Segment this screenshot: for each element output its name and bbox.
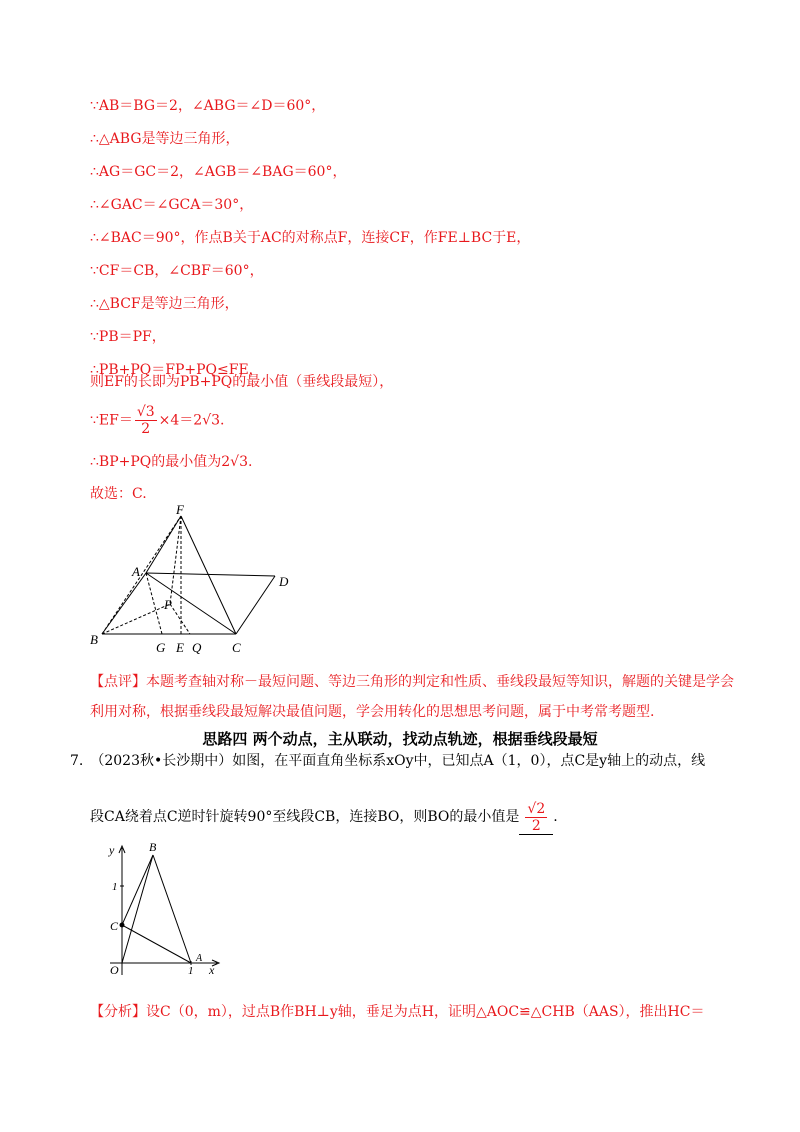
solution-line-5: ∴∠BAC＝90°，作点B关于AC的对称点F，连接CF，作FE⊥BC于E， [90,230,531,246]
label-C: C [232,640,241,655]
label-B: B [149,840,157,854]
solution-line-6: ∵CF＝CB，∠CBF＝60°， [90,263,264,279]
answer-denominator: 2 [531,817,541,834]
solution-line-8: ∵PB＝PF， [90,329,166,345]
solution-line-10-visible: 则EF的长即为PB+PQ的最小值（垂线段最短）， [90,374,394,390]
point-C [120,923,124,927]
label-G: G [156,640,166,655]
ef-fraction [135,404,157,437]
answer-numerator: √2 [527,800,546,817]
min-line: ∴BP+PQ的最小值为2√3. [90,454,253,470]
label-x-one: 1 [188,965,194,977]
problem-line-2-prefix: 段CA绕着点C逆时针旋转90°至线段CB，连接BO，则BO的最小值是 [90,809,520,825]
choice-line: 故选：C. [90,486,147,502]
problem-line-2-suffix: . [553,809,558,825]
analysis-line: 【分析】设C（0，m），过点B作BH⊥y轴，垂足为点H，证明△AOC≌△CHB（AAS），推出HC＝ [90,1004,705,1020]
label-C: C [110,919,119,933]
label-O: O [110,963,119,977]
section-heading: 思路四 两个动点，主从联动，找动点轨迹，根据垂线段最短 [202,730,598,748]
ef-denominator: 2 [141,421,151,437]
problem-line-1: 7. （2023秋•长沙期中）如图，在平面直角坐标系xOy中，已知点A（1，0），点C是y轴上的动点，线 [70,753,706,769]
label-x: x [209,963,215,977]
label-y-one: 1 [112,881,118,893]
solution-line-7: ∴△BCF是等边三角形， [90,296,239,312]
segment-PQ [170,604,190,634]
segment-BO [122,855,153,963]
label-Q: Q [192,640,202,655]
answer-fraction [525,801,547,834]
solution-line-3: ∴AG＝GC＝2，∠AGB＝∠BAG＝60°， [90,164,347,180]
ef-line [90,404,225,437]
segment-CA [122,925,191,963]
ef-numerator: √3 [136,404,155,420]
label-A: A [196,953,203,964]
segment-BF [102,516,181,634]
solution-line-4: ∴∠GAC＝∠GCA＝30°， [90,197,254,213]
label-D: D [279,574,289,589]
geometry-figure-1 [80,500,310,660]
label-P: P [164,597,172,612]
answer-blank [519,800,553,835]
segment-BA [153,855,191,963]
solution-line-9: ∴PB+PQ＝FP+PQ≤FE， [90,362,263,378]
label-B: B [90,632,98,647]
coordinate-figure-2 [95,840,230,980]
segment-DC [236,576,275,634]
comment-paragraph: 【点评】本题考查轴对称－最短问题、等边三角形的判定和性质、垂线段最短等知识，解题的关键是学会利用对称，根据垂线段最短解决最值问题，学会用转化的思想思考问题，属于中考常考题型. [90,674,734,720]
segment-CB [122,855,153,925]
label-F: F [176,502,184,517]
label-E: E [176,640,184,655]
segment-AD [146,573,275,576]
segment-AC [146,573,236,634]
ef-suffix: ×4＝2√3. [158,412,225,429]
problem-line-2 [90,800,770,835]
solution-line-2: ∴△ABG是等边三角形， [90,131,240,147]
segment-BP [102,604,170,634]
label-A: A [132,564,140,579]
label-y: y [109,843,115,857]
solution-line-1: ∵AB＝BG＝2，∠ABG＝∠D＝60°， [90,98,326,114]
ef-prefix: ∵EF＝ [90,412,133,429]
